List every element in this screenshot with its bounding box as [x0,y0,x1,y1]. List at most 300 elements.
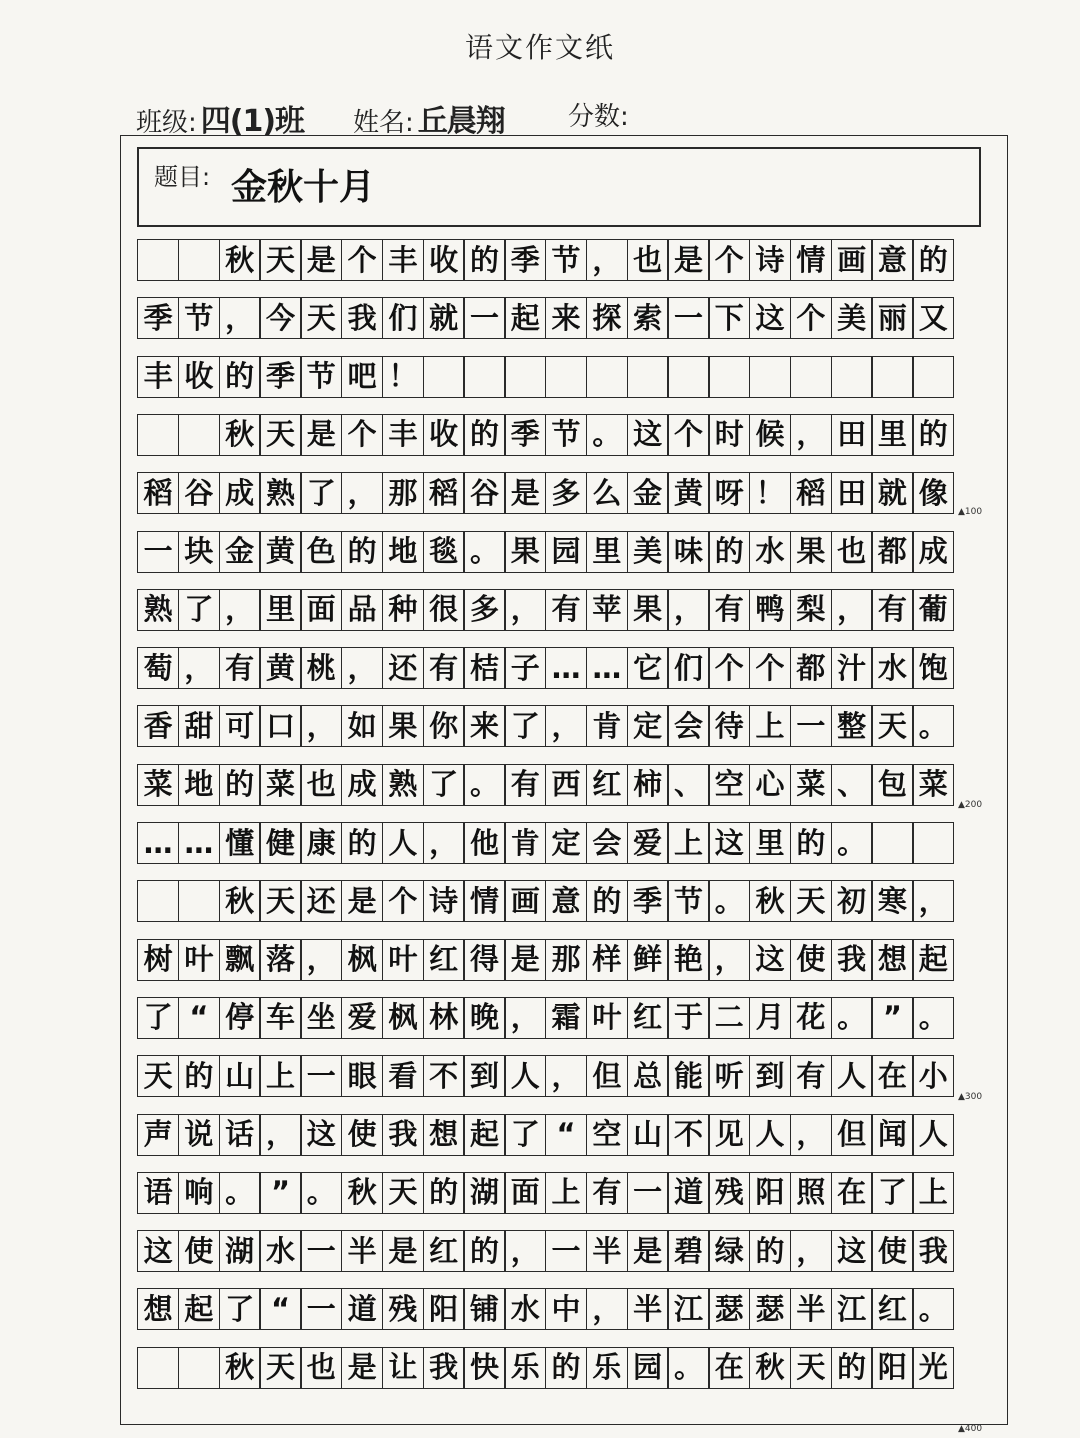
grid-cell: 花 [790,997,832,1039]
grid-cell [545,356,587,398]
class-value: 四(1)班 [200,104,305,139]
grid-cell: 天 [871,705,913,747]
word-count-marker: ▲100 [958,507,983,517]
grid-cell: 的 [708,531,750,573]
grid-cell: 探 [586,297,628,339]
grid-cell: 想 [423,1114,465,1156]
grid-cell: 地 [178,764,220,806]
grid-cell: 的 [423,1172,465,1214]
grid-cell: 空 [586,1114,628,1156]
grid-cell: ， [504,997,546,1039]
grid-cell: 这 [300,1114,342,1156]
grid-row [137,705,981,747]
grid-cell [790,356,832,398]
grid-cell: 菜 [137,764,179,806]
grid-cell: 我 [382,1114,424,1156]
grid-cell [586,356,628,398]
grid-cell: 懂 [219,822,261,864]
grid-cell: 有 [708,589,750,631]
grid-cell: 也 [831,531,873,573]
grid-cell: 美 [627,531,669,573]
grid-cell: 萄 [137,647,179,689]
grid-cell: 桃 [300,647,342,689]
grid-cell: 枫 [382,997,424,1039]
grid-cell: 这 [749,939,791,981]
grid-cell: 肯 [586,705,628,747]
grid-cell [137,1347,179,1389]
grid-cell: 的 [912,414,954,456]
grid-cell: 果 [627,589,669,631]
grid-cell: 上 [749,705,791,747]
grid-cell: 了 [504,1114,546,1156]
grid-cell: 叶 [586,997,628,1039]
grid-cell: 成 [912,531,954,573]
grid-cell: 情 [790,239,832,281]
grid-cell: 会 [667,705,709,747]
grid-cell: 肯 [504,822,546,864]
grid-cell: 。 [912,705,954,747]
grid-cell: 稻 [790,472,832,514]
grid-cell: 红 [423,939,465,981]
grid-cell [178,414,220,456]
grid-cell: 爱 [627,822,669,864]
grid-cell: ， [586,239,628,281]
grid-cell [504,356,546,398]
grid-cell: 。 [586,414,628,456]
grid-cell: 阳 [423,1288,465,1330]
grid-cell: 有 [871,589,913,631]
grid-cell: 种 [382,589,424,631]
grid-cell: 还 [300,880,342,922]
topic-box [137,147,981,227]
grid-cell: 秋 [749,1347,791,1389]
grid-cell: 二 [708,997,750,1039]
grid-cell: 于 [667,997,709,1039]
grid-cell [871,356,913,398]
grid-cell: 来 [545,297,587,339]
grid-cell: 苹 [586,589,628,631]
grid-cell: 能 [667,1055,709,1097]
grid-cell: 、 [831,764,873,806]
grid-cell: 红 [871,1288,913,1330]
grid-cell: 可 [219,705,261,747]
grid-cell: 熟 [382,764,424,806]
grid-cell: 天 [790,1347,832,1389]
grid-cell: 是 [341,1347,383,1389]
grid-cell: 我 [912,1230,954,1272]
grid-cell: 半 [586,1230,628,1272]
grid-cell: ， [219,297,261,339]
grid-cell: 葡 [912,589,954,631]
grid-cell: 不 [423,1055,465,1097]
grid-cell: 又 [912,297,954,339]
grid-row [137,239,981,281]
grid-cell: 得 [463,939,505,981]
grid-cell: 我 [423,1347,465,1389]
grid-cell: 他 [463,822,505,864]
grid-cell: 那 [545,939,587,981]
grid-cell [178,1347,220,1389]
grid-cell: 绿 [708,1230,750,1272]
grid-cell: ， [341,472,383,514]
grid-cell: 们 [667,647,709,689]
grid-cell [831,356,873,398]
grid-cell: 碧 [667,1230,709,1272]
grid-row [137,1288,981,1330]
grid-cell: 。 [912,997,954,1039]
grid-cell: 节 [545,239,587,281]
word-count-marker: ▲200 [958,800,983,810]
grid-cell: 树 [137,939,179,981]
grid-cell: 的 [463,1230,505,1272]
grid-cell: 的 [463,239,505,281]
grid-cell: 季 [137,297,179,339]
grid-cell: 来 [463,705,505,747]
grid-cell [912,822,954,864]
grid-cell: 收 [423,414,465,456]
grid-cell: 不 [667,1114,709,1156]
grid-cell: 待 [708,705,750,747]
grid-cell: 湖 [219,1230,261,1272]
paper-title: 语文作文纸 [464,31,615,64]
grid-cell: 到 [463,1055,505,1097]
grid-cell: 黄 [259,647,301,689]
grid-cell: 。 [300,1172,342,1214]
grid-cell: 整 [831,705,873,747]
word-count-marker: ▲400 [958,1424,983,1434]
grid-row [137,1114,981,1156]
grid-cell: 今 [259,297,301,339]
grid-cell: 都 [871,531,913,573]
grid-cell: 会 [586,822,628,864]
grid-cell: 。 [831,997,873,1039]
topic-label: 题目: [154,163,211,191]
grid-cell: 呀 [708,472,750,514]
grid-cell: 初 [831,880,873,922]
grid-cell: 这 [137,1230,179,1272]
grid-cell: 毯 [423,531,465,573]
grid-cell: 面 [300,589,342,631]
grid-cell: 秋 [219,880,261,922]
grid-cell: 诗 [749,239,791,281]
grid-cell: “ [178,997,220,1039]
grid-cell: 画 [831,239,873,281]
grid-cell: 有 [504,764,546,806]
class-label: 班级: [136,108,197,138]
grid-cell: … [586,647,628,689]
grid-cell: 都 [790,647,832,689]
grid-cell: 个 [341,239,383,281]
grid-cell: 鸭 [749,589,791,631]
grid-cell: 丰 [137,356,179,398]
grid-cell: ， [831,589,873,631]
grid-cell: 丰 [382,414,424,456]
grid-cell: ， [341,647,383,689]
grid-cell: 品 [341,589,383,631]
grid-cell: 了 [300,472,342,514]
grid-cell: 秋 [219,239,261,281]
grid-cell: 样 [586,939,628,981]
grid-cell: ， [586,1288,628,1330]
grid-cell: 的 [219,764,261,806]
grid-cell: 有 [790,1055,832,1097]
grid-cell: 有 [423,647,465,689]
grid-row [137,472,981,514]
grid-cell: 起 [178,1288,220,1330]
grid-cell: 上 [912,1172,954,1214]
grid-cell: 枫 [341,939,383,981]
grid-cell: 说 [178,1114,220,1156]
name-field [353,96,505,140]
grid-cell: 阳 [749,1172,791,1214]
grid-cell: ， [423,822,465,864]
grid-cell: 里 [871,414,913,456]
grid-cell: 残 [708,1172,750,1214]
grid-cell: 包 [871,764,913,806]
grid-cell: 是 [341,880,383,922]
grid-cell: 节 [300,356,342,398]
grid-cell: 季 [504,414,546,456]
grid-cell: 上 [667,822,709,864]
grid-cell: 照 [790,1172,832,1214]
grid-row [137,880,981,922]
grid-cell: 人 [749,1114,791,1156]
grid-row [137,589,981,631]
grid-cell: 香 [137,705,179,747]
grid-cell: 这 [627,414,669,456]
grid-cell: 菜 [259,764,301,806]
grid-cell: 落 [259,939,301,981]
grid-cell: 瑟 [749,1288,791,1330]
grid-cell: 眼 [341,1055,383,1097]
grid-cell: 们 [382,297,424,339]
grid-cell: 节 [667,880,709,922]
grid-cell: 的 [463,414,505,456]
grid-cell: 坐 [300,997,342,1039]
grid-cell: 阳 [871,1347,913,1389]
grid-cell: 一 [463,297,505,339]
grid-cell: 了 [137,997,179,1039]
grid-cell: 稻 [423,472,465,514]
grid-cell: 寒 [871,880,913,922]
grid-cell: 见 [708,1114,750,1156]
grid-cell: 道 [341,1288,383,1330]
grid-cell: 。 [831,822,873,864]
grid-cell: 晚 [463,997,505,1039]
grid-cell: 的 [341,822,383,864]
grid-cell: 一 [790,705,832,747]
grid-cell: 定 [627,705,669,747]
grid-cell: 声 [137,1114,179,1156]
grid-cell: 一 [300,1288,342,1330]
grid-cell: 里 [586,531,628,573]
grid-cell: 面 [504,1172,546,1214]
grid-cell: 有 [219,647,261,689]
grid-cell: 上 [545,1172,587,1214]
grid-cell [912,356,954,398]
grid-cell: “ [545,1114,587,1156]
grid-cell: 康 [300,822,342,864]
grid-cell: 的 [545,1347,587,1389]
grid-cell: 起 [463,1114,505,1156]
grid-cell [463,356,505,398]
grid-cell: 季 [627,880,669,922]
grid-cell [178,239,220,281]
grid-cell: ， [504,589,546,631]
grid-cell: 丰 [382,239,424,281]
grid-cell: ， [708,939,750,981]
grid-cell: 谷 [178,472,220,514]
grid-cell: 了 [871,1172,913,1214]
grid-cell: 甜 [178,705,220,747]
grid-row [137,647,981,689]
grid-cell: 你 [423,705,465,747]
grid-cell: 索 [627,297,669,339]
grid-cell: 汁 [831,647,873,689]
grid-cell: 也 [627,239,669,281]
grid-cell: 是 [300,239,342,281]
grid-cell: 一 [545,1230,587,1272]
grid-cell: 下 [708,297,750,339]
grid-cell: 的 [341,531,383,573]
grid-cell: 么 [586,472,628,514]
grid-cell: 像 [912,472,954,514]
class-field [136,96,304,140]
grid-cell: 是 [504,939,546,981]
grid-cell: 心 [749,764,791,806]
grid-cell: ， [667,589,709,631]
grid-cell: 想 [137,1288,179,1330]
grid-cell: 也 [300,764,342,806]
grid-cell: 半 [341,1230,383,1272]
grid-cell: 这 [831,1230,873,1272]
grid-row [137,356,981,398]
grid-cell: ， [790,1114,832,1156]
grid-cell: 乐 [504,1347,546,1389]
grid-cell: 人 [504,1055,546,1097]
grid-cell: 也 [300,1347,342,1389]
grid-cell: 画 [504,880,546,922]
grid-cell: … [178,822,220,864]
grid-cell: 鲜 [627,939,669,981]
grid-cell: 这 [708,822,750,864]
grid-cell: 人 [382,822,424,864]
grid-cell: 上 [259,1055,301,1097]
score-label: 分数: [568,102,629,132]
grid-cell: ， [790,1230,832,1272]
grid-cell: 水 [504,1288,546,1330]
grid-cell: 半 [627,1288,669,1330]
grid-cell: 中 [545,1288,587,1330]
grid-cell: 果 [504,531,546,573]
grid-cell: 季 [504,239,546,281]
grid-cell: 色 [300,531,342,573]
grid-cell: 意 [545,880,587,922]
grid-cell: 小 [912,1055,954,1097]
grid-cell: 的 [790,822,832,864]
grid-row [137,531,981,573]
grid-cell: 秋 [749,880,791,922]
grid-cell: 响 [178,1172,220,1214]
grid-cell: 红 [423,1230,465,1272]
grid-cell: 那 [382,472,424,514]
grid-cell: 桔 [463,647,505,689]
grid-cell: 。 [667,1347,709,1389]
grid-cell: 情 [463,880,505,922]
grid-cell: 叶 [178,939,220,981]
grid-cell: 湖 [463,1172,505,1214]
grid-cell [627,356,669,398]
grid-cell: 收 [423,239,465,281]
grid-cell: 起 [912,939,954,981]
grid-cell: 天 [259,414,301,456]
grid-cell: 。 [463,764,505,806]
grid-cell: 霜 [545,997,587,1039]
grid-cell: 乐 [586,1347,628,1389]
grid-cell: 水 [749,531,791,573]
grid-cell: 残 [382,1288,424,1330]
grid-row [137,1172,981,1214]
grid-cell: 铺 [463,1288,505,1330]
grid-cell: 是 [382,1230,424,1272]
grid-cell: ！ [382,356,424,398]
grid-row [137,297,981,339]
grid-cell: 天 [259,880,301,922]
grid-cell: 有 [586,1172,628,1214]
grid-row [137,764,981,806]
grid-cell: 收 [178,356,220,398]
grid-cell [667,356,709,398]
grid-cell: 节 [545,414,587,456]
grid-cell: 里 [749,822,791,864]
grid-cell: 是 [504,472,546,514]
grid-cell: 想 [871,939,913,981]
grid-cell: 的 [586,880,628,922]
grid-cell: 田 [831,472,873,514]
grid-cell: 金 [219,531,261,573]
grid-cell: 起 [504,297,546,339]
grid-cell: 但 [831,1114,873,1156]
grid-cell: 让 [382,1347,424,1389]
grid-cell: 园 [545,531,587,573]
grid-cell: 艳 [667,939,709,981]
grid-cell: 在 [708,1347,750,1389]
grid-cell: 一 [137,531,179,573]
grid-row [137,939,981,981]
grid-cell: 天 [137,1055,179,1097]
grid-cell: 半 [790,1288,832,1330]
grid-cell: 红 [586,764,628,806]
grid-cell: 。 [912,1288,954,1330]
grid-cell: 总 [627,1055,669,1097]
grid-cell: 梨 [790,589,832,631]
grid-cell [423,356,465,398]
grid-cell: … [545,647,587,689]
grid-cell: 使 [341,1114,383,1156]
grid-row [137,1230,981,1272]
grid-cell: 。 [708,880,750,922]
grid-cell: 园 [627,1347,669,1389]
grid-cell: 水 [259,1230,301,1272]
grid-cell: 使 [871,1230,913,1272]
grid-cell: 定 [545,822,587,864]
grid-cell: 了 [504,705,546,747]
grid-cell: 的 [749,1230,791,1272]
score-field [568,96,633,133]
grid-cell: 天 [259,1347,301,1389]
grid-cell: ， [504,1230,546,1272]
grid-cell: ， [300,705,342,747]
